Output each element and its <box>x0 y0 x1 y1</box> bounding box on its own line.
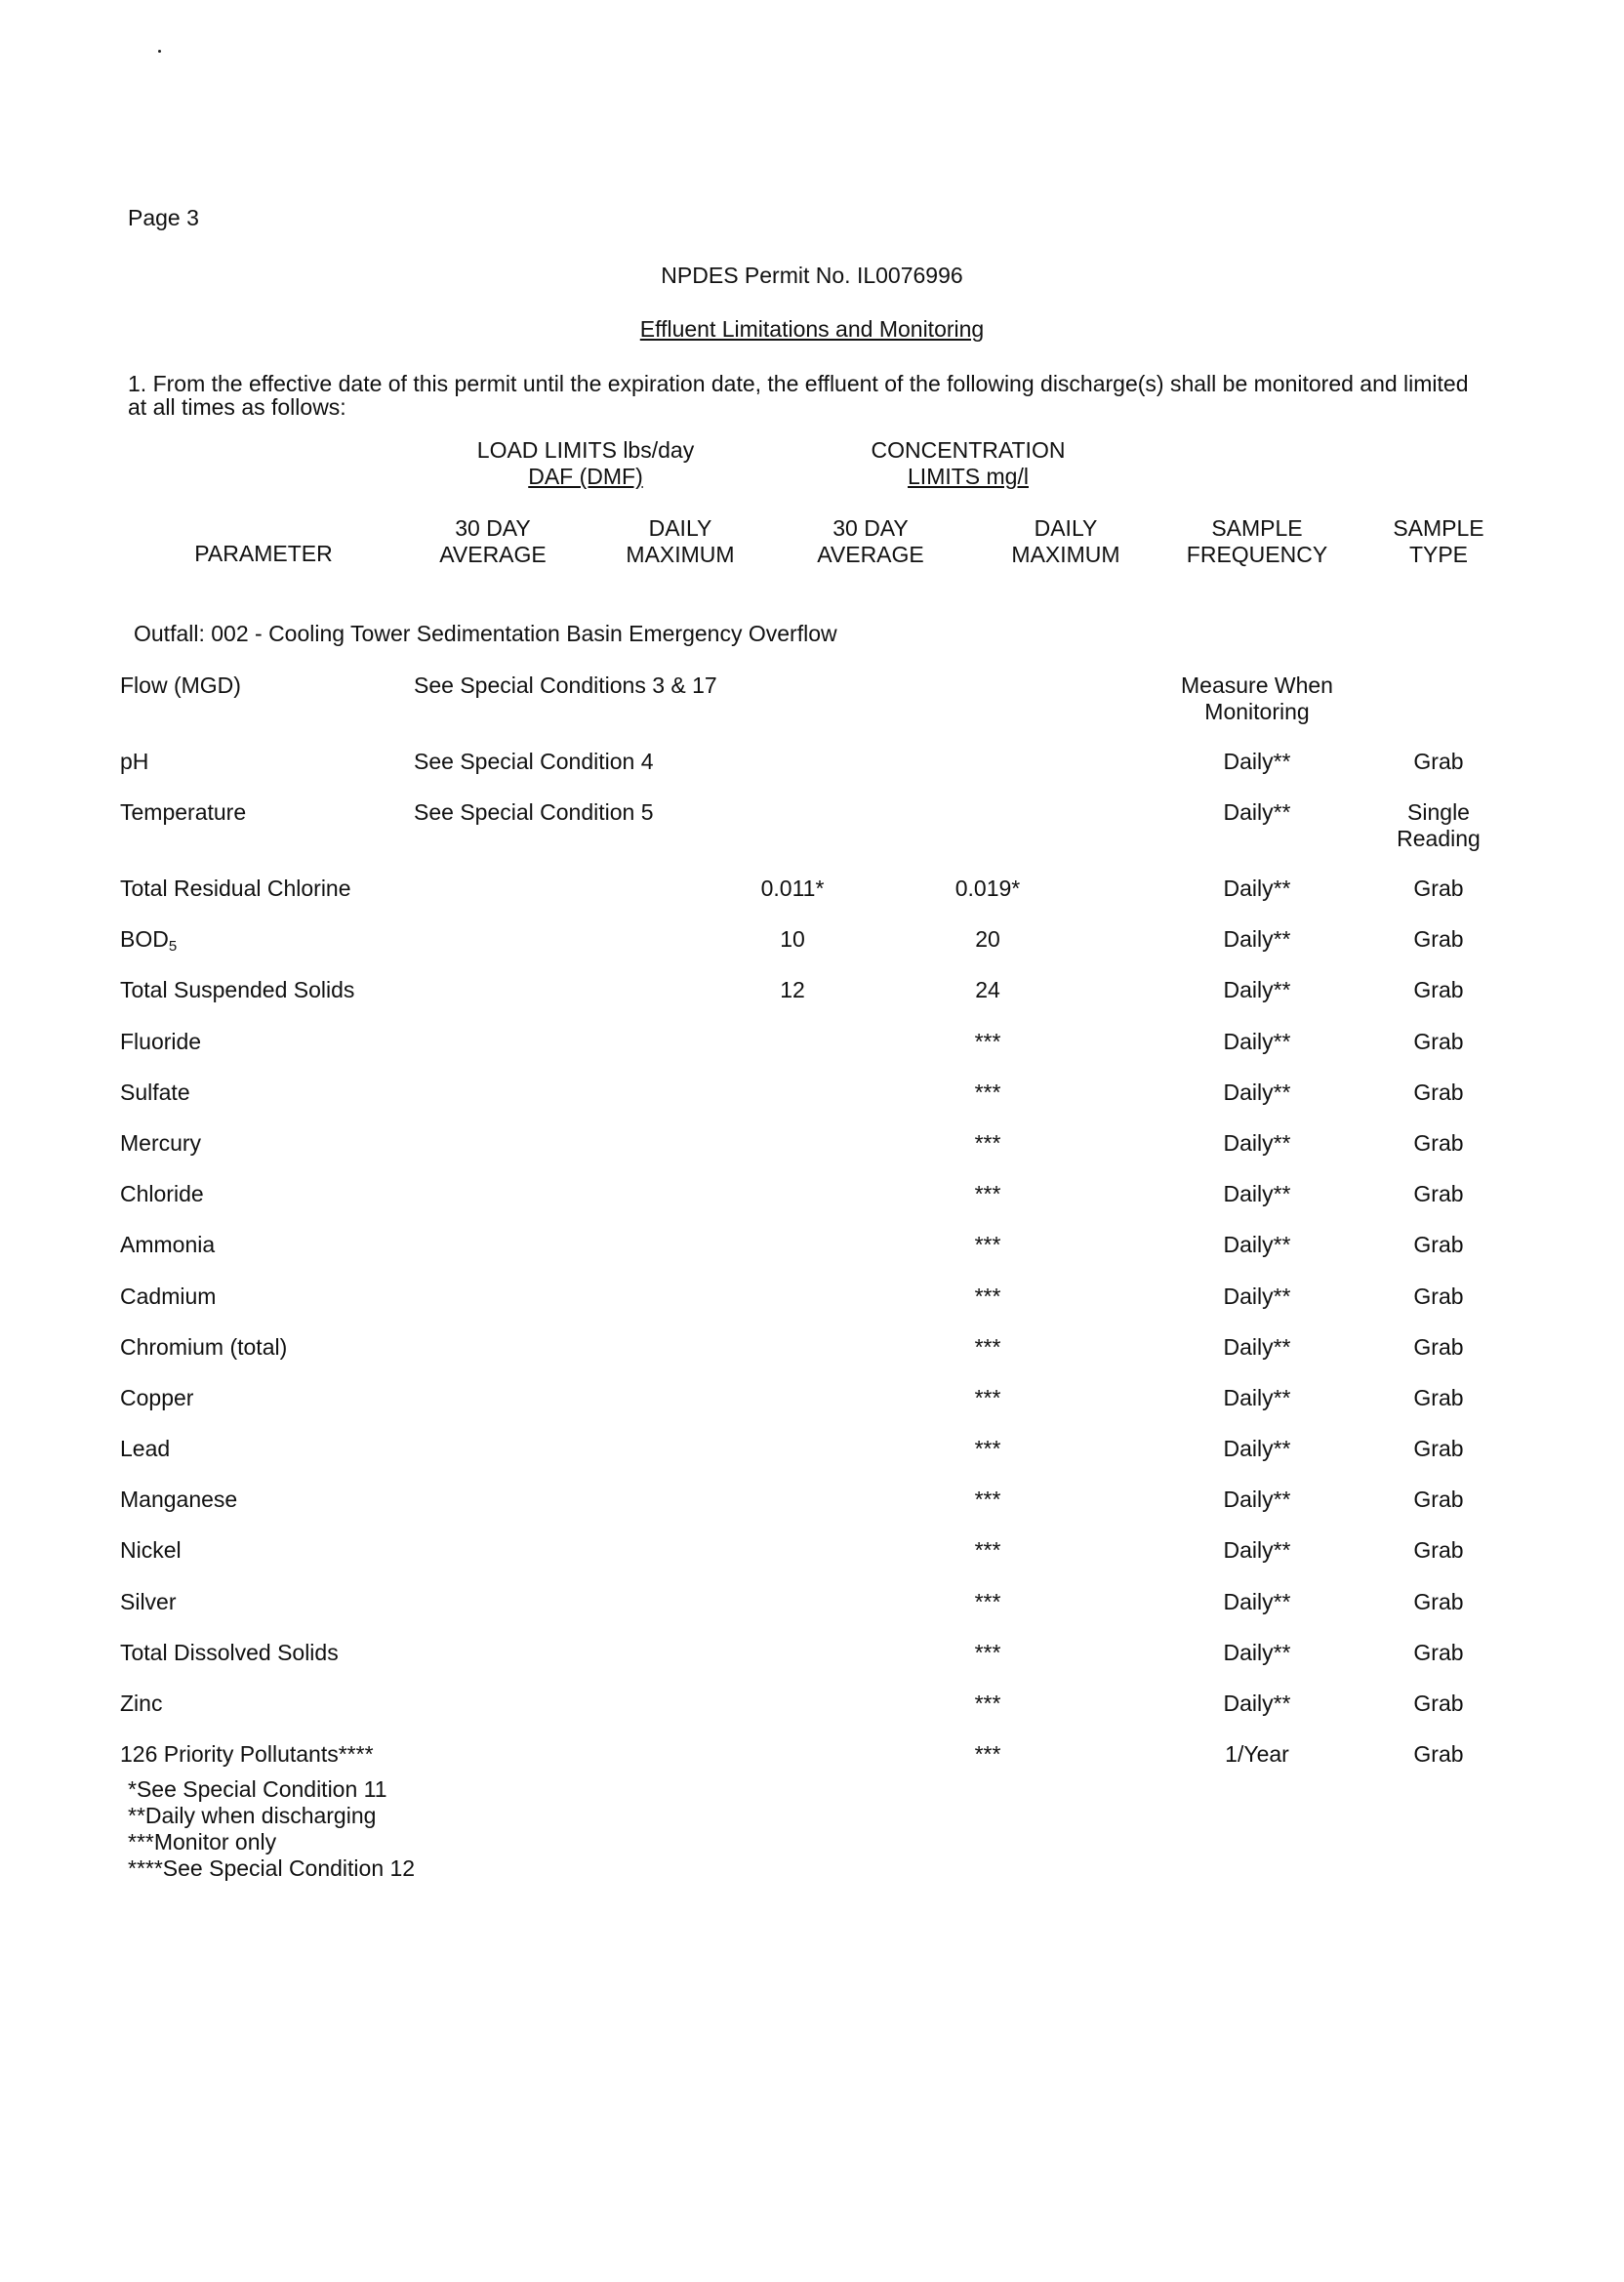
parameter-cell <box>120 1589 177 1615</box>
conc-30-day-cell-text: 10 <box>780 926 805 952</box>
parameter-cell <box>120 1080 190 1106</box>
sample-frequency-cell <box>1150 749 1364 775</box>
conc-30-day-cell <box>714 926 871 953</box>
column-sample-frequency-l2: FREQUENCY <box>1186 542 1328 567</box>
parameter-cell-text: Flow (MGD) <box>120 672 241 698</box>
conc-30-day-cell <box>714 977 871 1003</box>
sample-frequency-cell-text: Daily** <box>1223 1232 1291 1257</box>
sample-frequency-cell-text: Daily** <box>1223 926 1291 952</box>
conc-daily-max-cell-text: *** <box>974 1537 1001 1563</box>
sample-type-cell <box>1370 1741 1507 1768</box>
sample-frequency-cell-text: Daily** <box>1223 1284 1291 1309</box>
parameter-cell <box>120 1436 170 1462</box>
sample-frequency-cell <box>1150 1232 1364 1258</box>
conc-daily-max-cell-text: *** <box>974 1130 1001 1156</box>
sample-type-cell-text: Grab <box>1413 977 1464 1002</box>
conc-30-day-cell <box>714 876 871 902</box>
parameter-subscript: 5 <box>168 938 178 955</box>
conc-daily-max-cell-text: *** <box>974 1080 1001 1105</box>
sample-type-cell-text: Grab <box>1413 1589 1464 1614</box>
sample-frequency-cell-text-line-2: Monitoring <box>1204 699 1310 724</box>
footnote: ****See Special Condition 12 <box>128 1855 416 1881</box>
parameter-cell <box>120 1130 201 1157</box>
sample-frequency-cell <box>1150 1284 1364 1310</box>
parameter-cell-text: Ammonia <box>120 1232 216 1257</box>
parameter-cell-text: Manganese <box>120 1487 238 1512</box>
conc-daily-max-cell-text: *** <box>974 1029 1001 1054</box>
column-conc-30-day-l1: 30 DAY <box>832 515 909 541</box>
sample-frequency-cell-text: Daily** <box>1223 749 1291 774</box>
parameter-cell-text: pH <box>120 749 149 774</box>
sample-type-cell <box>1370 1029 1507 1055</box>
footnote: **Daily when discharging <box>128 1803 377 1828</box>
parameter-cell <box>120 1487 237 1513</box>
parameter-cell-text: Total Suspended Solids <box>120 977 355 1002</box>
parameter-cell-text: 126 Priority Pollutants**** <box>120 1741 374 1767</box>
parameter-cell <box>120 1181 204 1207</box>
parameter-cell <box>120 799 246 826</box>
sample-type-cell <box>1370 1232 1507 1258</box>
conc-daily-max-cell <box>910 1284 1066 1310</box>
sample-frequency-cell-text: 1/Year <box>1225 1741 1289 1767</box>
sample-frequency-cell <box>1150 1640 1364 1666</box>
sample-frequency-cell <box>1150 1181 1364 1207</box>
sample-frequency-cell <box>1150 977 1364 1003</box>
parameter-cell <box>120 926 177 953</box>
load-limits-line-2: DAF (DMF) <box>528 464 643 489</box>
sample-frequency-cell-text: Daily** <box>1223 1130 1291 1156</box>
table-row <box>0 1741 1624 1768</box>
conc-daily-max-cell-text: *** <box>974 1284 1001 1309</box>
parameter-cell <box>120 977 354 1003</box>
parameter-cell-text: Total Dissolved Solids <box>120 1640 339 1665</box>
parameter-cell <box>120 1691 162 1717</box>
table-row <box>0 977 1624 1003</box>
sample-frequency-cell <box>1150 926 1364 953</box>
footnote: ***Monitor only <box>128 1829 277 1854</box>
conc-daily-max-cell <box>910 1334 1066 1361</box>
sample-type-cell-text: Grab <box>1413 1487 1464 1512</box>
sample-type-cell-text: Grab <box>1413 1130 1464 1156</box>
sample-frequency-cell-text: Daily** <box>1223 1080 1291 1105</box>
conc-daily-max-cell <box>910 1029 1066 1055</box>
parameter-cell <box>120 672 241 699</box>
column-load-daily-max-l2: MAXIMUM <box>626 542 735 567</box>
column-conc-30-day <box>797 515 944 568</box>
sample-type-cell <box>1370 876 1507 902</box>
conc-daily-max-cell-text: *** <box>974 1741 1001 1767</box>
table-row <box>0 749 1624 775</box>
sample-frequency-cell-text: Daily** <box>1223 1385 1291 1410</box>
parameter-cell <box>120 1640 339 1666</box>
sample-type-cell <box>1370 977 1507 1003</box>
parameter-cell <box>120 1232 215 1258</box>
conc-daily-max-cell <box>910 1691 1066 1717</box>
sample-type-cell <box>1370 799 1507 852</box>
parameter-cell-text: Total Residual Chlorine <box>120 876 351 901</box>
table-row <box>0 1334 1624 1361</box>
sample-type-cell <box>1370 749 1507 775</box>
conc-daily-max-cell <box>910 926 1066 953</box>
sample-frequency-cell-text: Daily** <box>1223 1436 1291 1461</box>
sample-frequency-cell-text: Daily** <box>1223 1487 1291 1512</box>
table-row <box>0 1029 1624 1055</box>
column-load-30-day <box>420 515 566 568</box>
parameter-cell <box>120 1029 201 1055</box>
conc-daily-max-cell-text: *** <box>974 1640 1001 1665</box>
table-row <box>0 1181 1624 1207</box>
sample-type-cell <box>1370 1334 1507 1361</box>
sample-type-cell <box>1370 1385 1507 1411</box>
sample-type-cell-text: Grab <box>1413 1232 1464 1257</box>
sample-type-cell <box>1370 1487 1507 1513</box>
sample-frequency-cell-text: Measure When <box>1181 672 1333 698</box>
conc-daily-max-cell-text: *** <box>974 1232 1001 1257</box>
sample-type-cell-text: Grab <box>1413 1741 1464 1767</box>
column-parameter: PARAMETER <box>194 541 333 566</box>
sample-frequency-cell-text: Daily** <box>1223 1640 1291 1665</box>
sample-type-cell-text: Grab <box>1413 1334 1464 1360</box>
parameter-cell <box>120 1334 287 1361</box>
parameter-cell <box>120 1741 374 1768</box>
sample-type-cell-text: Grab <box>1413 926 1464 952</box>
parameter-cell-text: BOD <box>120 926 169 952</box>
column-sample-frequency <box>1169 515 1345 568</box>
column-sample-type-l2: TYPE <box>1408 542 1469 567</box>
sample-frequency-cell-text: Daily** <box>1223 1181 1291 1206</box>
sample-type-cell-text: Grab <box>1413 1284 1464 1309</box>
parameter-cell <box>120 1537 182 1564</box>
sample-type-cell-text: Grab <box>1413 1080 1464 1105</box>
table-row <box>0 1589 1624 1615</box>
conc-daily-max-cell-text: 0.019* <box>954 876 1021 901</box>
parameter-cell <box>120 876 351 902</box>
sample-type-cell <box>1370 1130 1507 1157</box>
conc-30-day-cell-text: 0.011* <box>760 876 825 901</box>
column-conc-30-day-l2: AVERAGE <box>817 542 924 567</box>
column-load-30-day-l1: 30 DAY <box>455 515 531 541</box>
conc-daily-max-cell <box>910 1130 1066 1157</box>
sample-frequency-cell <box>1150 1741 1364 1768</box>
conc-30-day-cell-text: 12 <box>780 977 805 1002</box>
sample-frequency-cell <box>1150 1130 1364 1157</box>
conc-daily-max-cell <box>910 1741 1066 1768</box>
load-limit-cell <box>414 672 717 699</box>
page-label: Page 3 <box>128 205 199 230</box>
sample-type-cell-text: Grab <box>1413 1181 1464 1206</box>
intro-line-2: at all times as follows: <box>128 394 346 420</box>
conc-daily-max-cell <box>910 876 1066 902</box>
sample-type-cell <box>1370 1436 1507 1462</box>
conc-daily-max-cell-text: *** <box>974 1181 1001 1206</box>
sample-frequency-cell <box>1150 1334 1364 1361</box>
sample-type-cell-text: Grab <box>1413 876 1464 901</box>
table-row <box>0 1640 1624 1666</box>
conc-daily-max-cell-text: *** <box>974 1436 1001 1461</box>
conc-daily-max-cell <box>910 1436 1066 1462</box>
table-row <box>0 1691 1624 1717</box>
sample-type-cell-text-line-2: Reading <box>1397 826 1481 851</box>
concentration-line-1: CONCENTRATION <box>871 437 1066 463</box>
sample-type-cell <box>1370 1589 1507 1615</box>
sample-type-cell-text: Grab <box>1413 1029 1464 1054</box>
parameter-cell-text: Cadmium <box>120 1284 217 1309</box>
table-row <box>0 1436 1624 1462</box>
parameter-cell-text: Fluoride <box>120 1029 202 1054</box>
load-limit-cell <box>414 799 654 826</box>
column-conc-daily-max <box>993 515 1139 568</box>
sample-frequency-cell <box>1150 1029 1364 1055</box>
section-title: Effluent Limitations and Monitoring <box>639 316 985 342</box>
sample-type-cell <box>1370 1691 1507 1717</box>
parameter-cell-text: Silver <box>120 1589 177 1614</box>
sample-type-cell <box>1370 1640 1507 1666</box>
sample-frequency-cell <box>1150 799 1364 826</box>
sample-frequency-cell-text: Daily** <box>1223 1029 1291 1054</box>
load-limits-header <box>459 437 712 490</box>
parameter-cell <box>120 749 148 775</box>
permit-number: NPDES Permit No. IL0076996 <box>661 263 963 288</box>
concentration-line-2: LIMITS mg/l <box>908 464 1029 489</box>
conc-daily-max-cell-text: *** <box>974 1334 1001 1360</box>
conc-daily-max-cell <box>910 1487 1066 1513</box>
sample-frequency-cell <box>1150 1537 1364 1564</box>
conc-daily-max-cell <box>910 1385 1066 1411</box>
outfall-label: Outfall: 002 - Cooling Tower Sedimentation Basin Emergency Overflow <box>134 621 837 646</box>
load-limits-line-1: LOAD LIMITS lbs/day <box>476 437 695 463</box>
sample-frequency-cell-text: Daily** <box>1223 1589 1291 1614</box>
sample-frequency-cell <box>1150 1385 1364 1411</box>
sample-type-cell-text: Grab <box>1413 1640 1464 1665</box>
conc-daily-max-cell <box>910 977 1066 1003</box>
parameter-cell-text: Nickel <box>120 1537 182 1563</box>
conc-daily-max-cell-text: 24 <box>975 977 1000 1002</box>
sample-type-cell-text: Single <box>1407 799 1470 825</box>
sample-frequency-cell-text: Daily** <box>1223 1537 1291 1563</box>
parameter-cell-text: Copper <box>120 1385 194 1410</box>
table-row <box>0 926 1624 953</box>
column-sample-type-l1: SAMPLE <box>1393 515 1484 541</box>
load-limit-cell-text: See Special Condition 4 <box>414 749 654 774</box>
sample-frequency-cell <box>1150 1436 1364 1462</box>
sample-type-cell <box>1370 926 1507 953</box>
conc-daily-max-cell-text: 20 <box>975 926 1000 952</box>
sample-type-cell <box>1370 1284 1507 1310</box>
sample-frequency-cell-text: Daily** <box>1223 1691 1291 1716</box>
sample-type-cell <box>1370 1080 1507 1106</box>
sample-type-cell-text: Grab <box>1413 1691 1464 1716</box>
column-conc-daily-max-l1: DAILY <box>1034 515 1098 541</box>
sample-type-cell <box>1370 1181 1507 1207</box>
table-row <box>0 1385 1624 1411</box>
table-row <box>0 1130 1624 1157</box>
conc-daily-max-cell-text: *** <box>974 1589 1001 1614</box>
parameter-cell <box>120 1284 216 1310</box>
sample-frequency-cell-text: Daily** <box>1223 799 1291 825</box>
table-row <box>0 672 1624 724</box>
column-sample-frequency-l1: SAMPLE <box>1211 515 1303 541</box>
scan-speck <box>158 50 161 53</box>
parameter-cell-text: Lead <box>120 1436 171 1461</box>
load-limit-cell-text: See Special Conditions 3 & 17 <box>414 672 717 698</box>
table-row <box>0 1232 1624 1258</box>
conc-daily-max-cell <box>910 1080 1066 1106</box>
column-load-30-day-l2: AVERAGE <box>439 542 547 567</box>
table-row <box>0 1080 1624 1106</box>
conc-daily-max-cell <box>910 1181 1066 1207</box>
concentration-header <box>841 437 1095 490</box>
parameter-cell-text: Sulfate <box>120 1080 190 1105</box>
table-row <box>0 1284 1624 1310</box>
load-limit-cell <box>414 749 654 775</box>
sample-frequency-cell-text: Daily** <box>1223 977 1291 1002</box>
footnote: *See Special Condition 11 <box>128 1776 387 1802</box>
sample-frequency-cell <box>1150 876 1364 902</box>
sample-type-cell-text: Grab <box>1413 1385 1464 1410</box>
sample-frequency-cell <box>1150 1487 1364 1513</box>
parameter-cell-text: Mercury <box>120 1130 202 1156</box>
parameter-cell-text: Temperature <box>120 799 247 825</box>
load-limit-cell-text: See Special Condition 5 <box>414 799 654 825</box>
column-load-daily-max <box>607 515 753 568</box>
sample-type-cell-text: Grab <box>1413 1436 1464 1461</box>
sample-frequency-cell <box>1150 1589 1364 1615</box>
column-load-daily-max-l1: DAILY <box>648 515 712 541</box>
sample-frequency-cell <box>1150 1691 1364 1717</box>
table-row <box>0 799 1624 851</box>
conc-daily-max-cell-text: *** <box>974 1385 1001 1410</box>
column-sample-type <box>1365 515 1512 568</box>
sample-type-cell-text: Grab <box>1413 1537 1464 1563</box>
sample-frequency-cell <box>1150 1080 1364 1106</box>
parameter-cell-text: Chromium (total) <box>120 1334 288 1360</box>
conc-daily-max-cell <box>910 1232 1066 1258</box>
conc-daily-max-cell <box>910 1589 1066 1615</box>
conc-daily-max-cell-text: *** <box>974 1487 1001 1512</box>
column-conc-daily-max-l2: MAXIMUM <box>1011 542 1120 567</box>
table-row <box>0 1537 1624 1564</box>
sample-frequency-cell-text: Daily** <box>1223 876 1291 901</box>
conc-daily-max-cell-text: *** <box>974 1691 1001 1716</box>
parameter-cell-text: Zinc <box>120 1691 163 1716</box>
sample-type-cell <box>1370 1537 1507 1564</box>
table-row <box>0 876 1624 902</box>
sample-frequency-cell <box>1150 672 1364 725</box>
parameter-cell <box>120 1385 193 1411</box>
table-row <box>0 1487 1624 1513</box>
conc-daily-max-cell <box>910 1640 1066 1666</box>
sample-type-cell-text: Grab <box>1413 749 1464 774</box>
conc-daily-max-cell <box>910 1537 1066 1564</box>
parameter-cell-text: Chloride <box>120 1181 204 1206</box>
sample-frequency-cell-text: Daily** <box>1223 1334 1291 1360</box>
intro-line-1: 1. From the effective date of this permit until the expiration date, the effluent of the following discharge(s) shall be monitored and limited <box>128 371 1469 396</box>
